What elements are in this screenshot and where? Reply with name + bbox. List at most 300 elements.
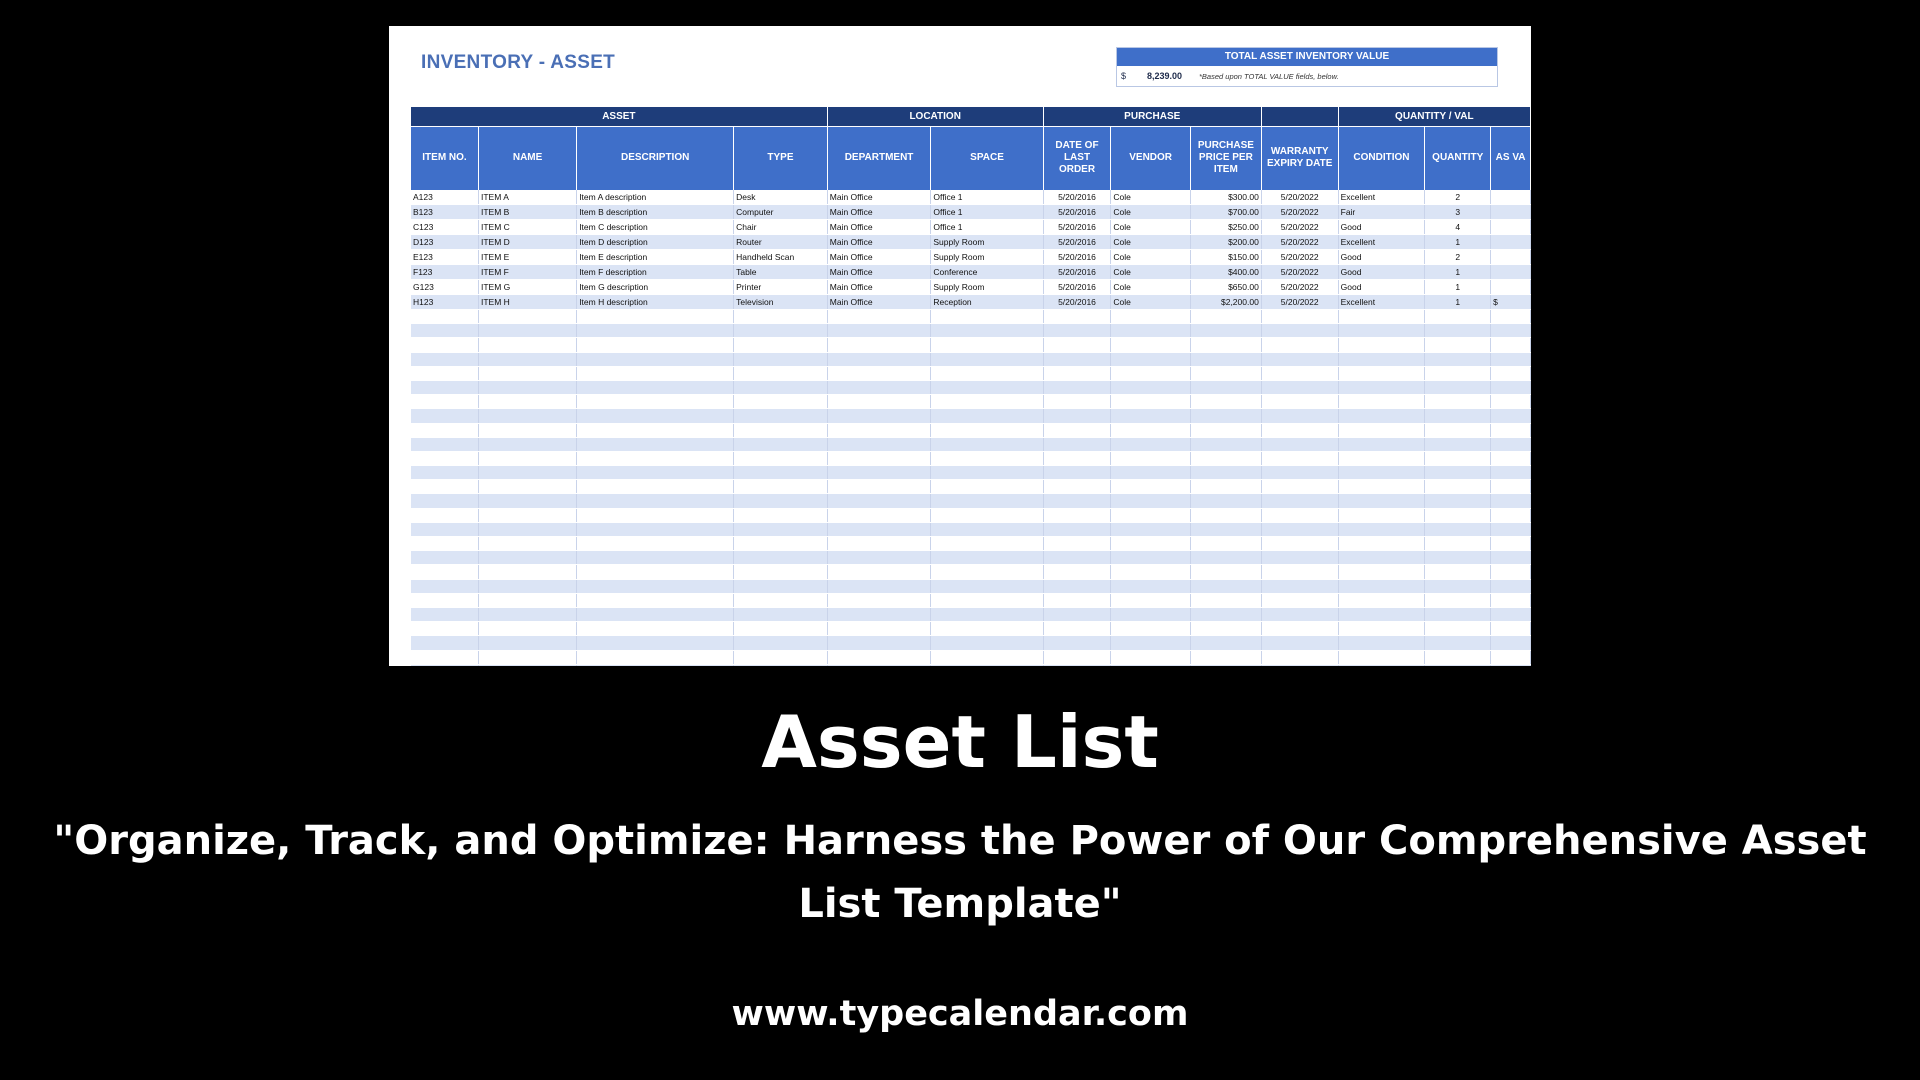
table-cell — [1261, 380, 1338, 394]
table-cell — [1043, 551, 1111, 565]
table-cell: Cole — [1111, 280, 1191, 295]
column-group-header: PURCHASE — [1043, 107, 1261, 126]
table-cell — [1261, 565, 1338, 579]
table-cell: Cole — [1111, 265, 1191, 280]
table-row — [411, 250, 1531, 265]
empty-row — [411, 380, 1531, 394]
empty-row — [411, 352, 1531, 366]
table-cell — [1338, 622, 1425, 636]
table-cell — [734, 650, 828, 664]
table-cell: Office 1 — [931, 205, 1043, 220]
table-cell — [1043, 338, 1111, 352]
table-cell — [827, 324, 931, 338]
inventory-table — [411, 107, 1531, 666]
table-cell — [1190, 466, 1261, 480]
table-cell: Supply Room — [931, 250, 1043, 265]
table-cell: Router — [734, 235, 828, 250]
table-cell — [1190, 508, 1261, 522]
table-cell — [577, 664, 734, 666]
table-row — [411, 190, 1531, 205]
table-cell — [1111, 466, 1191, 480]
table-cell — [411, 522, 479, 536]
table-row — [411, 280, 1531, 295]
table-cell — [1190, 551, 1261, 565]
table-cell — [1261, 607, 1338, 621]
table-cell — [411, 451, 479, 465]
table-cell — [1111, 451, 1191, 465]
table-cell — [479, 537, 577, 551]
table-cell — [1261, 522, 1338, 536]
table-cell — [1261, 451, 1338, 465]
table-cell — [577, 522, 734, 536]
empty-row — [411, 650, 1531, 664]
table-cell — [1338, 636, 1425, 650]
table-cell — [1261, 579, 1338, 593]
table-cell — [1491, 522, 1531, 536]
table-cell: D123 — [411, 235, 479, 250]
total-amount: 8,239.00 — [1147, 71, 1183, 81]
table-cell: Cole — [1111, 220, 1191, 235]
table-cell — [1261, 352, 1338, 366]
table-cell: Good — [1338, 250, 1425, 265]
table-cell — [411, 338, 479, 352]
table-cell — [931, 650, 1043, 664]
table-cell: Supply Room — [931, 280, 1043, 295]
empty-row — [411, 607, 1531, 621]
table-cell — [1190, 650, 1261, 664]
table-cell: $150.00 — [1190, 250, 1261, 265]
table-cell — [411, 437, 479, 451]
table-cell — [479, 522, 577, 536]
table-cell: Item C description — [577, 220, 734, 235]
table-cell — [827, 310, 931, 324]
table-cell — [827, 338, 931, 352]
table-cell — [734, 423, 828, 437]
table-cell: Main Office — [827, 295, 931, 310]
table-cell: Main Office — [827, 250, 931, 265]
table-cell — [1261, 366, 1338, 380]
table-cell — [1425, 579, 1491, 593]
table-cell — [1338, 352, 1425, 366]
column-header: NAME — [479, 126, 577, 190]
empty-row — [411, 423, 1531, 437]
table-cell — [1491, 338, 1531, 352]
table-cell — [1043, 423, 1111, 437]
table-cell — [1425, 380, 1491, 394]
table-cell: $250.00 — [1190, 220, 1261, 235]
table-cell — [931, 537, 1043, 551]
table-cell: 2 — [1425, 250, 1491, 265]
table-cell — [1043, 352, 1111, 366]
table-cell — [1338, 508, 1425, 522]
table-cell — [931, 409, 1043, 423]
table-cell — [734, 593, 828, 607]
total-currency: $ — [1121, 71, 1127, 81]
table-cell — [827, 451, 931, 465]
table-cell — [577, 423, 734, 437]
table-row — [411, 235, 1531, 250]
table-cell — [827, 366, 931, 380]
table-cell: $700.00 — [1190, 205, 1261, 220]
table-cell: ITEM H — [479, 295, 577, 310]
table-cell — [1261, 650, 1338, 664]
column-header-row — [411, 126, 1531, 190]
table-cell — [479, 466, 577, 480]
empty-row — [411, 508, 1531, 522]
table-cell — [1043, 451, 1111, 465]
table-cell — [1261, 593, 1338, 607]
table-cell — [1425, 494, 1491, 508]
table-cell — [479, 395, 577, 409]
table-cell: ITEM D — [479, 235, 577, 250]
table-cell — [1491, 494, 1531, 508]
table-cell — [734, 551, 828, 565]
table-cell — [1491, 395, 1531, 409]
table-cell — [479, 551, 577, 565]
table-cell — [1261, 324, 1338, 338]
table-cell — [479, 636, 577, 650]
table-cell: $2,200.00 — [1190, 295, 1261, 310]
table-cell — [1425, 650, 1491, 664]
column-header: AS VA — [1491, 126, 1531, 190]
table-cell: 3 — [1425, 205, 1491, 220]
table-cell: Item E description — [577, 250, 734, 265]
table-cell — [827, 551, 931, 565]
table-cell — [827, 607, 931, 621]
column-header: DESCRIPTION — [577, 126, 734, 190]
table-cell — [827, 636, 931, 650]
table-cell — [1491, 664, 1531, 666]
table-cell — [1425, 451, 1491, 465]
table-cell — [411, 508, 479, 522]
table-cell — [1043, 466, 1111, 480]
table-cell — [1338, 551, 1425, 565]
table-cell: Handheld Scan — [734, 250, 828, 265]
table-cell — [931, 494, 1043, 508]
tagline: "Organize, Track, and Optimize: Harness the Power of Our Comprehensive Asset List Template" — [53, 818, 1867, 927]
table-row — [411, 265, 1531, 280]
table-cell: Supply Room — [931, 235, 1043, 250]
table-cell — [411, 380, 479, 394]
table-cell — [1425, 508, 1491, 522]
table-cell: Item H description — [577, 295, 734, 310]
table-cell — [577, 579, 734, 593]
table-cell — [1425, 607, 1491, 621]
table-cell — [1491, 593, 1531, 607]
column-header: DATE OF LAST ORDER — [1043, 126, 1111, 190]
table-cell — [479, 409, 577, 423]
table-cell: 5/20/2016 — [1043, 250, 1111, 265]
table-cell — [577, 466, 734, 480]
table-cell — [577, 593, 734, 607]
table-cell — [479, 508, 577, 522]
table-cell — [734, 522, 828, 536]
table-cell — [1338, 380, 1425, 394]
table-cell — [1338, 310, 1425, 324]
table-cell: 5/20/2022 — [1261, 250, 1338, 265]
total-value-row — [1117, 66, 1497, 86]
table-cell — [1043, 636, 1111, 650]
table-cell — [1338, 366, 1425, 380]
table-cell — [1491, 636, 1531, 650]
table-cell: Conference — [931, 265, 1043, 280]
table-cell — [1190, 310, 1261, 324]
table-cell: $200.00 — [1190, 235, 1261, 250]
table-cell: Cole — [1111, 205, 1191, 220]
table-cell — [1425, 466, 1491, 480]
column-group-header — [1261, 107, 1338, 126]
table-cell — [931, 395, 1043, 409]
table-cell — [479, 366, 577, 380]
table-cell — [411, 423, 479, 437]
table-cell — [411, 551, 479, 565]
table-cell — [577, 409, 734, 423]
column-header: WARRANTY EXPIRY DATE — [1261, 126, 1338, 190]
table-cell — [1491, 265, 1531, 280]
table-cell — [1338, 480, 1425, 494]
table-cell — [827, 622, 931, 636]
table-cell — [734, 622, 828, 636]
table-cell — [1425, 352, 1491, 366]
table-cell: ITEM A — [479, 190, 577, 205]
table-cell — [1190, 607, 1261, 621]
table-cell — [1043, 366, 1111, 380]
table-cell — [479, 593, 577, 607]
table-cell — [1425, 480, 1491, 494]
table-cell — [1261, 423, 1338, 437]
table-cell — [827, 650, 931, 664]
table-cell — [1111, 480, 1191, 494]
table-cell — [1338, 437, 1425, 451]
table-cell — [827, 508, 931, 522]
table-cell — [931, 437, 1043, 451]
table-cell — [931, 338, 1043, 352]
table-cell — [1491, 310, 1531, 324]
table-cell — [827, 565, 931, 579]
table-cell — [931, 352, 1043, 366]
table-cell — [1491, 480, 1531, 494]
table-cell — [931, 593, 1043, 607]
table-cell — [577, 352, 734, 366]
table-cell: 4 — [1425, 220, 1491, 235]
sheet-title: INVENTORY - ASSET — [421, 52, 616, 73]
table-cell — [1043, 437, 1111, 451]
table-cell — [1111, 494, 1191, 508]
table-cell — [1338, 522, 1425, 536]
table-cell: ITEM F — [479, 265, 577, 280]
table-cell — [1261, 622, 1338, 636]
table-cell — [1043, 622, 1111, 636]
table-cell — [1190, 522, 1261, 536]
table-cell — [1491, 235, 1531, 250]
table-cell — [1491, 352, 1531, 366]
table-cell — [411, 537, 479, 551]
empty-row — [411, 466, 1531, 480]
table-cell — [827, 522, 931, 536]
table-cell — [734, 380, 828, 394]
table-cell: Fair — [1338, 205, 1425, 220]
table-cell: $ — [1491, 295, 1531, 310]
table-cell — [577, 494, 734, 508]
table-cell — [1111, 380, 1191, 394]
table-cell: 5/20/2016 — [1043, 220, 1111, 235]
table-cell — [1491, 650, 1531, 664]
table-cell — [1111, 508, 1191, 522]
table-cell — [577, 537, 734, 551]
table-cell — [1338, 423, 1425, 437]
table-cell: $400.00 — [1190, 265, 1261, 280]
table-cell: Main Office — [827, 235, 931, 250]
table-cell — [734, 494, 828, 508]
table-cell: Good — [1338, 280, 1425, 295]
table-cell — [479, 664, 577, 666]
table-cell — [1043, 480, 1111, 494]
table-cell — [827, 579, 931, 593]
empty-row — [411, 537, 1531, 551]
table-row — [411, 220, 1531, 235]
table-cell — [1491, 380, 1531, 394]
website-url: www.typecalendar.com — [731, 994, 1189, 1034]
table-cell — [734, 451, 828, 465]
table-cell — [479, 607, 577, 621]
table-cell — [577, 310, 734, 324]
table-cell — [1425, 522, 1491, 536]
table-cell: 5/20/2016 — [1043, 295, 1111, 310]
table-cell — [931, 423, 1043, 437]
table-cell — [931, 551, 1043, 565]
table-cell: B123 — [411, 205, 479, 220]
table-cell — [1111, 579, 1191, 593]
table-cell — [479, 324, 577, 338]
table-cell — [1111, 622, 1191, 636]
table-cell — [1111, 664, 1191, 666]
table-cell — [1190, 352, 1261, 366]
table-cell — [1491, 551, 1531, 565]
table-cell — [411, 409, 479, 423]
table-cell — [1425, 551, 1491, 565]
table-cell — [479, 310, 577, 324]
column-header: VENDOR — [1111, 126, 1191, 190]
table-cell — [577, 380, 734, 394]
table-cell — [734, 480, 828, 494]
table-cell — [479, 352, 577, 366]
table-cell — [1111, 650, 1191, 664]
table-cell — [577, 650, 734, 664]
column-header: QUANTITY — [1425, 126, 1491, 190]
empty-row — [411, 366, 1531, 380]
table-cell — [1261, 480, 1338, 494]
table-cell — [1261, 409, 1338, 423]
table-cell: 5/20/2022 — [1261, 235, 1338, 250]
table-cell — [1491, 220, 1531, 235]
table-cell — [931, 607, 1043, 621]
table-cell: Cole — [1111, 295, 1191, 310]
table-cell: Computer — [734, 205, 828, 220]
table-cell — [1190, 664, 1261, 666]
table-cell — [1111, 607, 1191, 621]
table-cell — [734, 664, 828, 666]
table-cell: ITEM B — [479, 205, 577, 220]
table-cell — [577, 366, 734, 380]
table-cell — [734, 352, 828, 366]
table-cell — [411, 565, 479, 579]
table-cell — [1491, 508, 1531, 522]
table-cell — [931, 565, 1043, 579]
table-cell — [734, 607, 828, 621]
table-cell — [1425, 664, 1491, 666]
table-cell: Desk — [734, 190, 828, 205]
empty-row — [411, 310, 1531, 324]
empty-row — [411, 338, 1531, 352]
table-cell: Good — [1338, 220, 1425, 235]
column-header: ITEM NO. — [411, 126, 479, 190]
table-cell: 2 — [1425, 190, 1491, 205]
table-cell — [1190, 593, 1261, 607]
table-cell — [1261, 395, 1338, 409]
table-cell — [1111, 593, 1191, 607]
table-cell — [827, 466, 931, 480]
table-cell: 5/20/2022 — [1261, 190, 1338, 205]
empty-row — [411, 409, 1531, 423]
table-cell — [577, 565, 734, 579]
table-cell — [479, 480, 577, 494]
table-cell — [734, 636, 828, 650]
table-cell — [827, 593, 931, 607]
table-cell — [1190, 324, 1261, 338]
table-cell — [1043, 395, 1111, 409]
table-cell — [734, 366, 828, 380]
table-cell: Item B description — [577, 205, 734, 220]
table-cell — [1043, 650, 1111, 664]
table-cell — [411, 593, 479, 607]
table-cell: Excellent — [1338, 235, 1425, 250]
table-cell — [734, 537, 828, 551]
table-cell — [1043, 664, 1111, 666]
table-cell — [1261, 310, 1338, 324]
table-cell: E123 — [411, 250, 479, 265]
table-cell — [1425, 409, 1491, 423]
empty-row — [411, 579, 1531, 593]
table-cell — [1190, 423, 1261, 437]
table-cell — [479, 579, 577, 593]
table-cell — [1491, 466, 1531, 480]
table-cell: $300.00 — [1190, 190, 1261, 205]
empty-row — [411, 395, 1531, 409]
table-cell — [411, 636, 479, 650]
table-cell — [1111, 437, 1191, 451]
table-cell — [827, 480, 931, 494]
total-value-header: TOTAL ASSET INVENTORY VALUE — [1117, 48, 1497, 66]
table-cell: 1 — [1425, 265, 1491, 280]
table-cell — [1425, 593, 1491, 607]
column-group-row — [411, 107, 1531, 126]
table-cell: Chair — [734, 220, 828, 235]
table-cell — [1111, 522, 1191, 536]
table-cell — [1190, 537, 1261, 551]
table-cell — [1338, 494, 1425, 508]
table-cell — [1043, 579, 1111, 593]
table-cell — [1425, 338, 1491, 352]
table-cell — [827, 494, 931, 508]
table-cell — [577, 324, 734, 338]
table-cell — [1491, 250, 1531, 265]
table-cell: Main Office — [827, 280, 931, 295]
table-cell — [734, 395, 828, 409]
table-cell: Item D description — [577, 235, 734, 250]
table-cell — [479, 380, 577, 394]
empty-row — [411, 565, 1531, 579]
table-cell — [1111, 537, 1191, 551]
